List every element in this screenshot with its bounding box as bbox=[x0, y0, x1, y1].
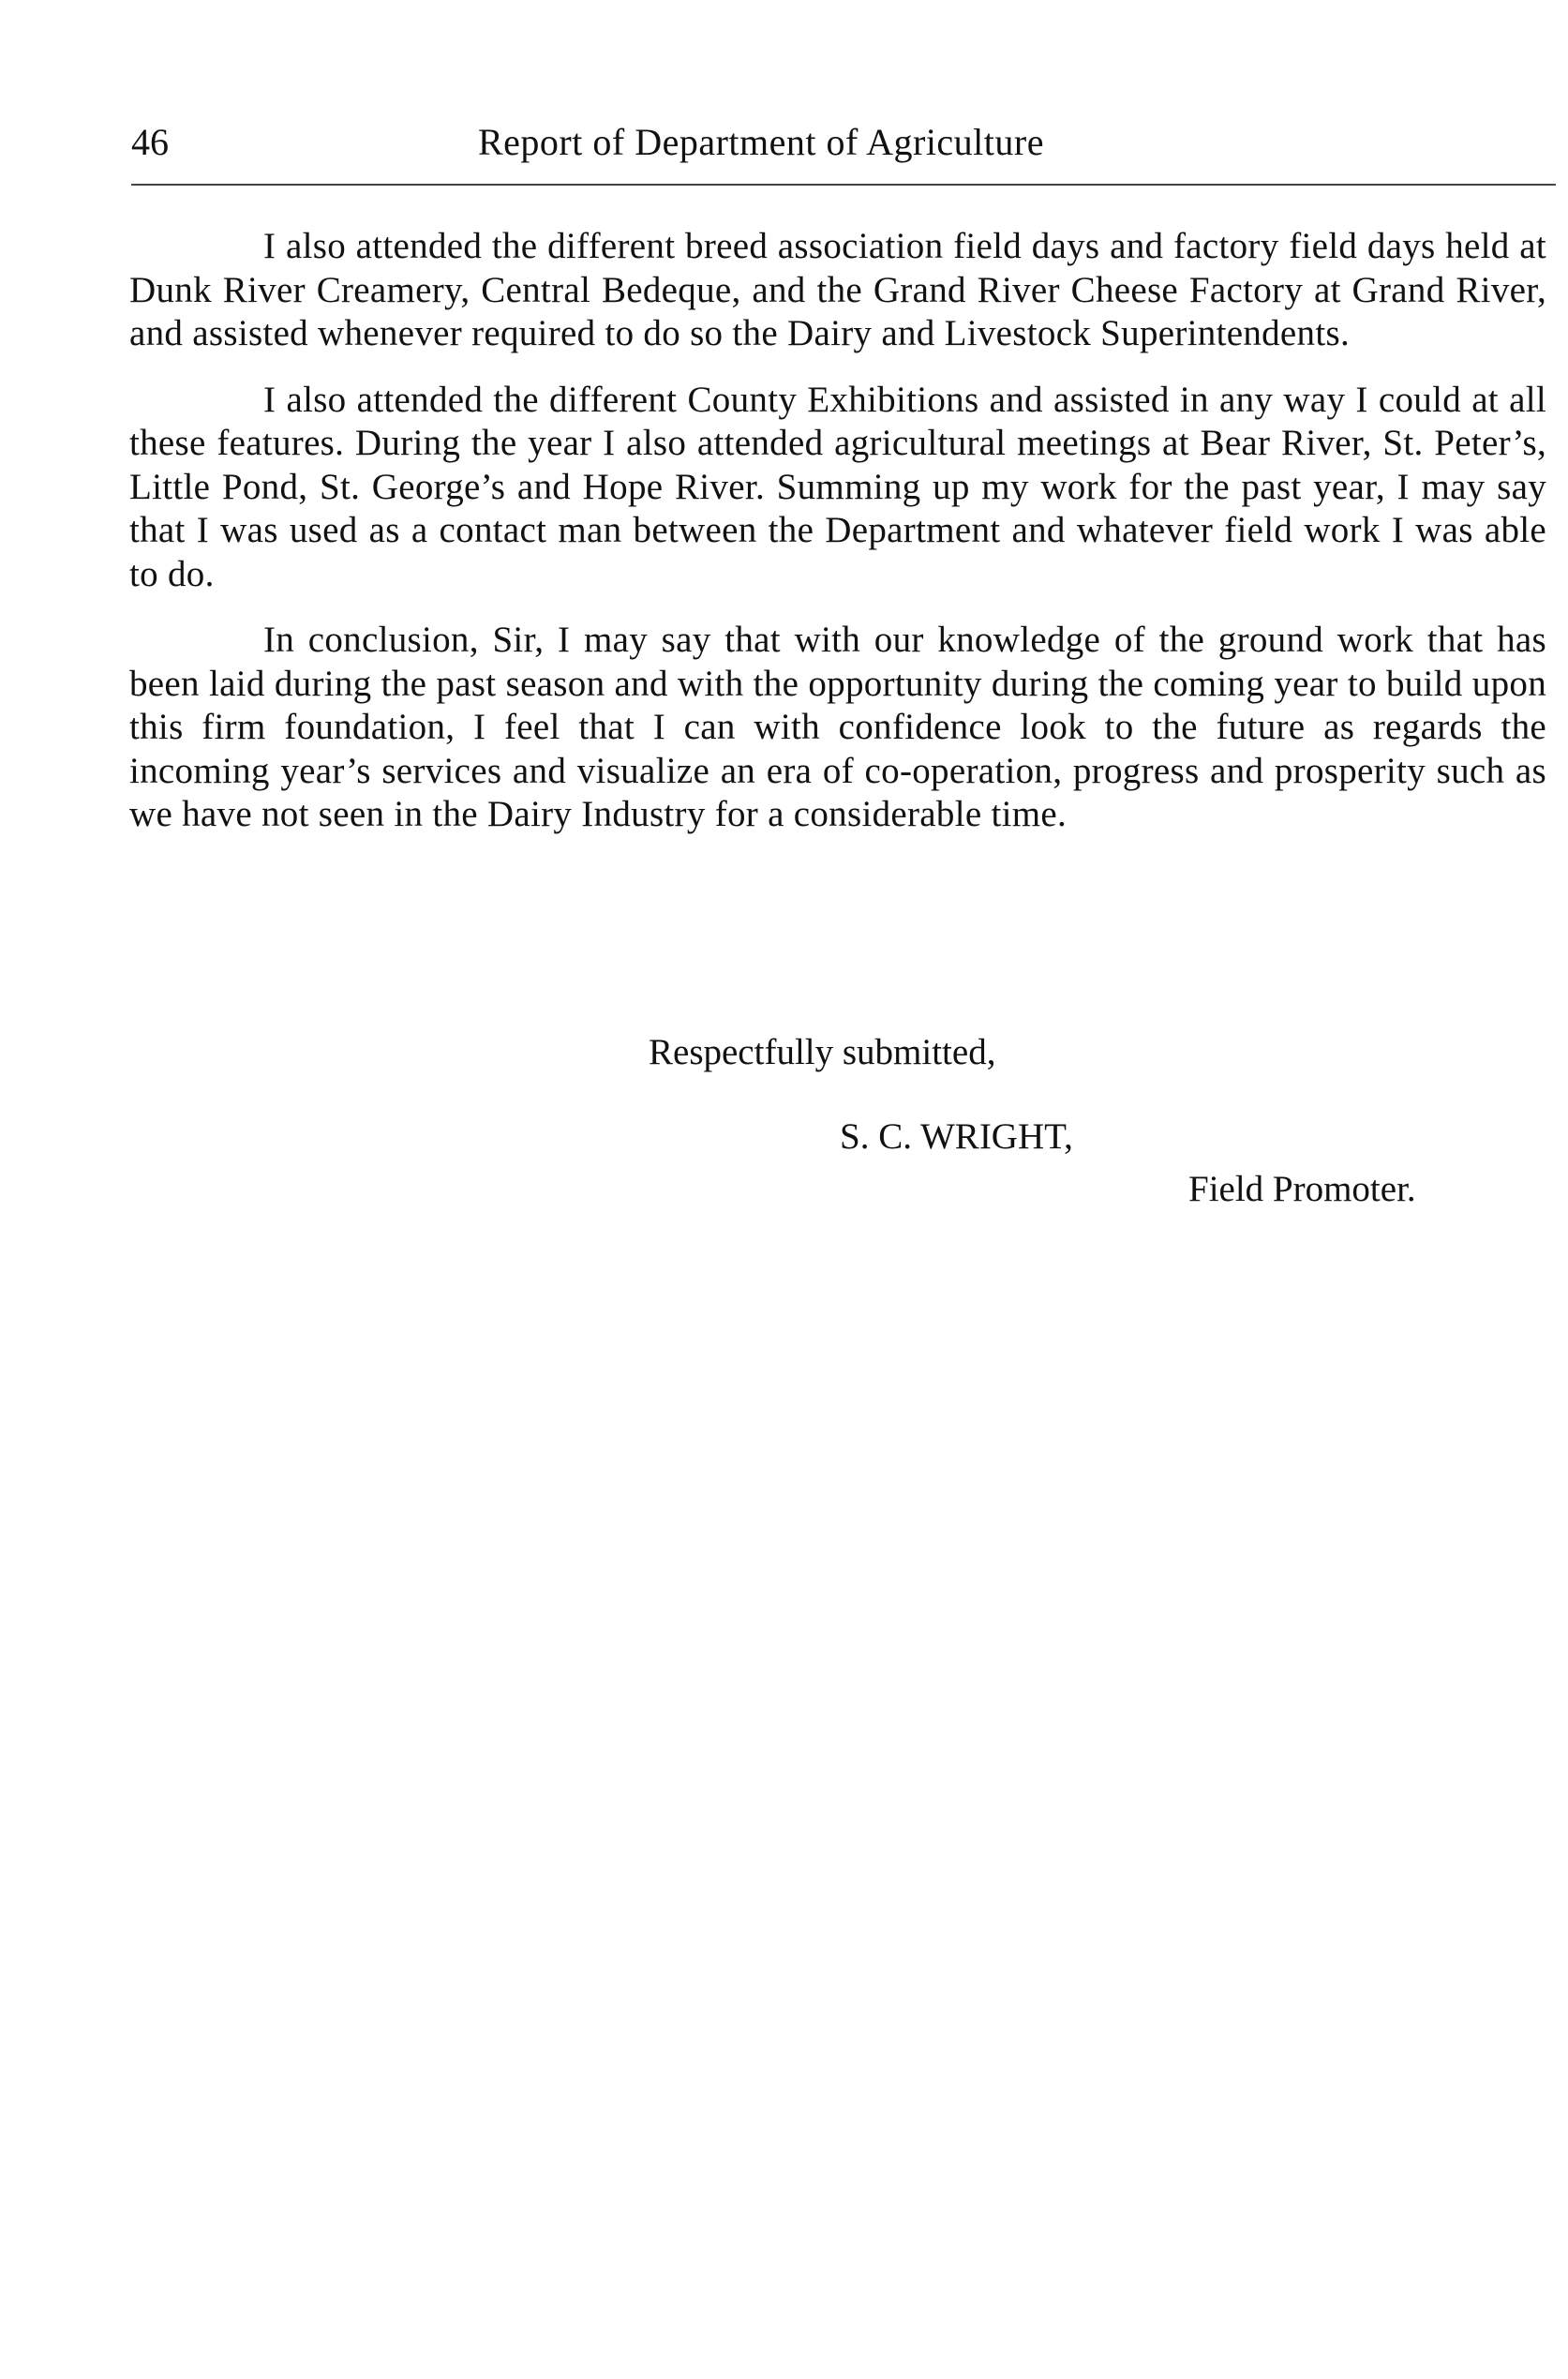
paragraph-field-days: I also attended the different breed association field days and factory field days held at Dunk River Creamery, Central Bedeque, and the Grand River Cheese Factory at Grand River, and assisted whenever required to do so the Dairy and Livestock Superintendents. bbox=[129, 226, 1546, 353]
paragraph-exhibitions: I also attended the different County Exhibitions and assisted in any way I could at all these features. During the year I also attended agricultural meetings at Bear River, St. Peter’s, Little Pond, St. George’s and Hope River. Summing up my work for the past year, I may say that I was used as a contact man between the Department and whatever field work I was able to do. bbox=[129, 379, 1546, 594]
report-body bbox=[129, 225, 1546, 860]
closing-line: Respectfully submitted, bbox=[649, 1032, 996, 1072]
page-number: 46 bbox=[131, 121, 169, 163]
header-rule bbox=[131, 184, 1556, 186]
running-header-title: Report of Department of Agriculture bbox=[478, 121, 1044, 163]
signer-name: S. C. WRIGHT, bbox=[840, 1116, 1073, 1157]
signer-title: Field Promoter. bbox=[1188, 1169, 1416, 1209]
paragraph-conclusion: In conclusion, Sir, I may say that with our knowledge of the ground work that has been laid during the past season and with the opportunity during the coming year to build upon this firm foundation, I feel that I can with confidence look to the future as regards the incoming year’s services and visualize an era of co-operation, progress and prosperity such as we have not seen in the Dairy Industry for a considerable time. bbox=[129, 620, 1546, 834]
